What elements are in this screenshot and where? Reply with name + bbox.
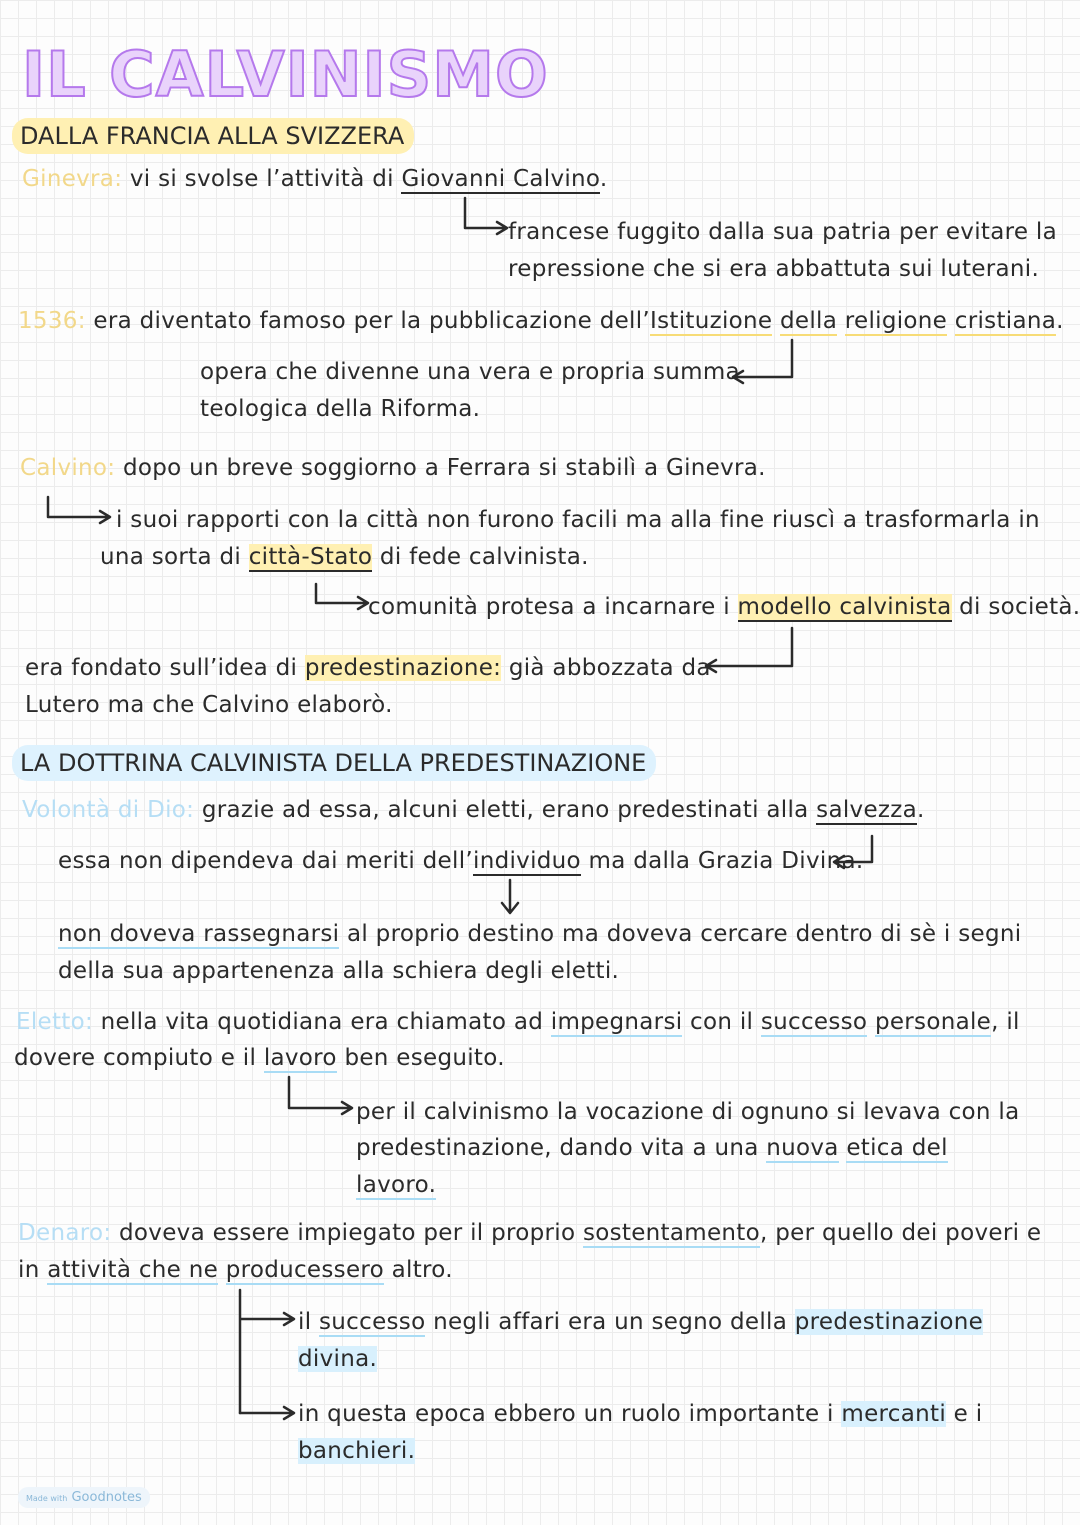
sostentamento-word: sostentamento xyxy=(582,1220,760,1246)
section-heading-francia-svizzera: DALLA FRANCIA ALLA SVIZZERA xyxy=(12,118,414,154)
denaro-line2-end: altro. xyxy=(391,1257,453,1283)
denaro-text1: doveva essere impiegato per il proprio xyxy=(119,1220,576,1246)
denaro-label: Denaro: xyxy=(18,1220,112,1246)
goodnotes-brand: Goodnotes xyxy=(71,1490,142,1505)
rapporti-line1: i suoi rapporti con la città non furono facili ma alla fine riuscì a trasformarla in xyxy=(116,507,1040,533)
arrow-down-individuo xyxy=(502,880,518,913)
arrow-istituzione-opera xyxy=(733,340,792,383)
anno-1536-text: era diventato famoso per la pubblicazione dell’ xyxy=(93,308,651,334)
arrow-grazia-meriti xyxy=(834,836,872,868)
impegnarsi-word: impegnarsi xyxy=(550,1009,683,1035)
eletto-line2-end: ben eseguito. xyxy=(344,1045,505,1071)
epoca-e: e i xyxy=(953,1401,983,1427)
giovanni-calvino: Giovanni Calvino xyxy=(401,166,600,192)
producessero-word: producessero xyxy=(225,1257,385,1283)
rassegnarsi-line2: della sua appartenenza alla schiera degli eletti. xyxy=(58,958,620,984)
nuova-word: nuova xyxy=(766,1135,839,1161)
vocazione-line2-start: predestinazione, dando vita a una xyxy=(356,1135,759,1161)
comunita-end: di società. xyxy=(959,594,1080,620)
francese-line2: repressione che si era abbattuta sui luterani. xyxy=(508,256,1040,282)
fondato-start: era fondato sull’idea di xyxy=(25,655,298,681)
opera-line1: opera che divenne una vera e propria summa xyxy=(200,359,740,385)
banchieri-highlight: banchieri. xyxy=(298,1438,416,1464)
eletto-text2: con il xyxy=(690,1009,754,1035)
opera-line2: teologica della Riforma. xyxy=(200,396,481,422)
istituzione-word: Istituzione xyxy=(650,308,773,334)
vocazione-line1: per il calvinismo la vocazione di ognuno si levava con la xyxy=(356,1099,1020,1125)
successo-pre: il xyxy=(298,1309,312,1335)
mercanti-highlight: mercanti xyxy=(841,1401,947,1427)
calvino-text: dopo un breve soggiorno a Ferrara si stabilì a Ginevra. xyxy=(122,455,766,481)
rapporti-line2-start: una sorta di xyxy=(100,544,242,570)
arrow-calvino-francese xyxy=(465,198,507,234)
etica-del-words: etica del xyxy=(846,1135,948,1161)
arrow-calvino-rapporti xyxy=(48,497,110,523)
cristiana-word: cristiana xyxy=(954,308,1057,334)
arrow-lavoro-vocazione xyxy=(289,1077,352,1114)
denaro-line2-start: in xyxy=(18,1257,40,1283)
calvino-label: Calvino: xyxy=(20,455,116,481)
eletto-text1: nella vita quotidiana era chiamato ad xyxy=(100,1009,544,1035)
predestinazione-highlight: predestinazione: xyxy=(304,655,502,681)
meriti-text: essa non dipendeva dai meriti dell’ xyxy=(58,848,473,874)
successo-text: negli affari era un segno della xyxy=(433,1309,788,1335)
ginevra-text: vi si svolse l’attività di xyxy=(129,166,394,192)
fondato-line2: Lutero ma che Calvino elaborò. xyxy=(25,692,393,718)
made-with-text: Made with xyxy=(26,1494,68,1503)
fondato-end: già abbozzata da xyxy=(508,655,711,681)
arrow-cittastato-comunita xyxy=(316,584,368,609)
meriti-end: ma dalla Grazia Divina. xyxy=(588,848,864,874)
successo-word-2: successo xyxy=(319,1309,426,1335)
attivita-words: attività che ne xyxy=(47,1257,219,1283)
denaro-text2: , per quello dei poveri e xyxy=(760,1220,1042,1246)
lavoro-word-2: lavoro. xyxy=(356,1172,437,1198)
della-word: della xyxy=(780,308,838,334)
eletto-text3: , il xyxy=(991,1009,1020,1035)
volonta-dot: . xyxy=(917,797,925,823)
francese-line1: francese fuggito dalla sua patria per evitare la xyxy=(508,219,1058,245)
predestinazione-highlight-2: predestinazione xyxy=(794,1309,984,1335)
arrow-denaro-successo xyxy=(240,1290,294,1413)
goodnotes-watermark xyxy=(18,1487,150,1508)
epoca-text: in questa epoca ebbero un ruolo importante i xyxy=(298,1401,834,1427)
ginevra-dot: . xyxy=(599,166,608,192)
rassegnarsi-text: al proprio destino ma doveva cercare dentro di sè i segni xyxy=(346,921,1022,947)
personale-word: personale xyxy=(874,1009,992,1035)
anno-1536-dot: . xyxy=(1056,308,1064,334)
arrow-denaro-epoca xyxy=(240,1407,294,1419)
lavoro-word: lavoro xyxy=(263,1045,337,1071)
volonta-text: grazie ad essa, alcuni eletti, erano predestinati alla xyxy=(201,797,809,823)
eletto-line2-start: dovere compiuto e il xyxy=(14,1045,257,1071)
citta-stato: città-Stato xyxy=(248,544,373,570)
religione-word: religione xyxy=(844,308,948,334)
individuo-word: individuo xyxy=(473,848,581,874)
non-doveva-rassegnarsi: non doveva rassegnarsi xyxy=(58,921,340,947)
comunita-text: comunità protesa a incarnare i xyxy=(368,594,730,620)
page-title: IL CALVINISMO xyxy=(22,38,549,111)
successo-word: successo xyxy=(760,1009,868,1035)
divina-highlight: divina. xyxy=(298,1346,378,1372)
arrow-modello-fondato xyxy=(706,628,792,672)
section-heading-dottrina: LA DOTTRINA CALVINISTA DELLA PREDESTINAZIONE xyxy=(12,745,656,781)
modello-calvinista: modello calvinista xyxy=(737,594,952,620)
salvezza-word: salvezza xyxy=(816,797,918,823)
anno-1536-label: 1536: xyxy=(18,308,86,334)
volonta-label: Volontà di Dio: xyxy=(22,797,195,823)
rapporti-line2-end: di fede calvinista. xyxy=(379,544,589,570)
eletto-label: Eletto: xyxy=(16,1009,94,1035)
ginevra-label: Ginevra: xyxy=(22,166,123,192)
